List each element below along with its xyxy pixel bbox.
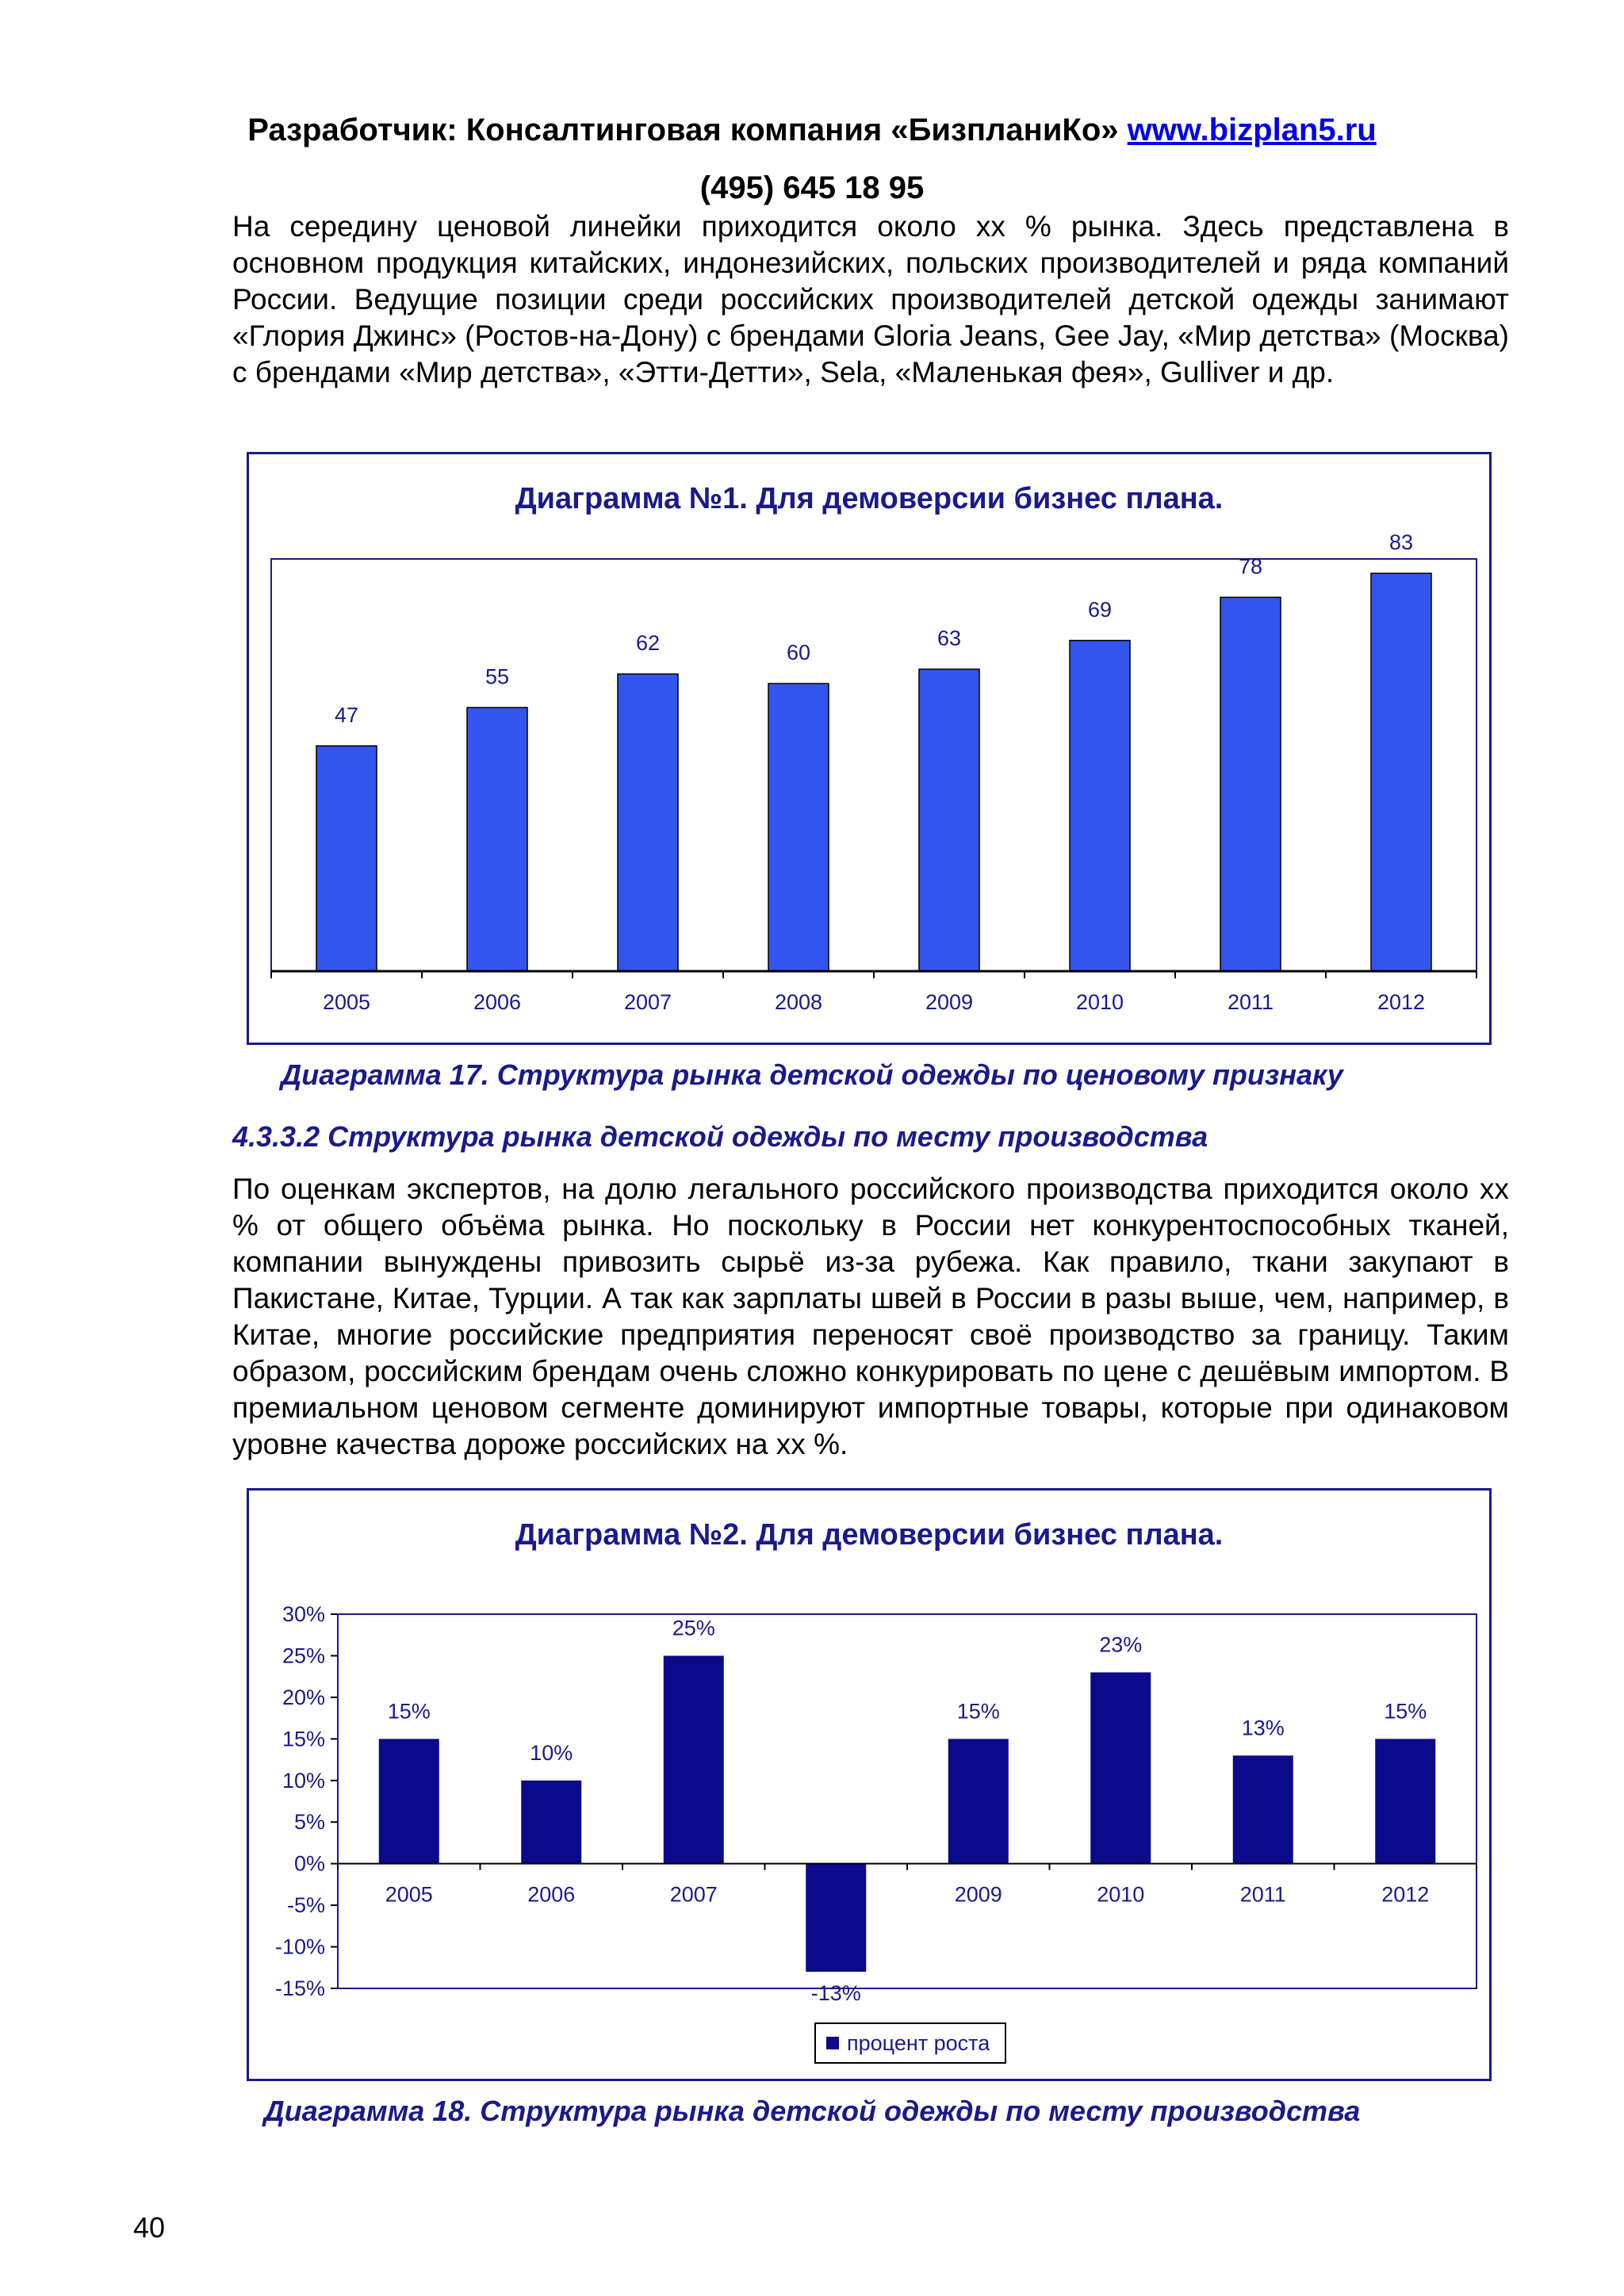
legend-label: процент роста bbox=[847, 2031, 990, 2055]
data-label-2011: 13% bbox=[1241, 1716, 1285, 1740]
bar-2007 bbox=[664, 1655, 724, 1863]
caption-diagram-18: Диаграмма 18. Структура рынка детской одежды по месту производства bbox=[263, 2095, 1361, 2127]
developer-text: Разработчик: Консалтинговая компания «БизпланиКо» bbox=[247, 113, 1128, 147]
chart-1-frame bbox=[247, 452, 1492, 1045]
x-tick-label-2008: 2008 bbox=[774, 990, 823, 1014]
y-tick-label: -10% bbox=[274, 1934, 325, 1959]
data-label-2007: 62 bbox=[635, 631, 661, 656]
x-tick-label-2011: 2011 bbox=[1227, 990, 1274, 1014]
y-tick-label: 5% bbox=[293, 1810, 325, 1835]
bar-2005 bbox=[316, 746, 377, 971]
chart-1-title: Диаграмма №1. Для демоверсии бизнес плана. bbox=[515, 482, 1224, 515]
data-label-2010: 23% bbox=[1099, 1632, 1143, 1657]
bar-2006 bbox=[521, 1781, 581, 1864]
chart-2-title: Диаграмма №2. Для демоверсии бизнес плана. bbox=[515, 1518, 1224, 1552]
data-label-2008: 60 bbox=[786, 641, 811, 665]
x-tick-label-2009: 2009 bbox=[954, 1882, 1002, 1907]
y-tick-label: 25% bbox=[282, 1644, 325, 1668]
bar-2006 bbox=[467, 707, 527, 971]
x-tick-label-2012: 2012 bbox=[1377, 990, 1426, 1014]
x-tick-label-2006: 2006 bbox=[527, 1882, 576, 1907]
data-label-2006: 55 bbox=[485, 664, 510, 689]
y-tick-label: 0% bbox=[293, 1851, 325, 1876]
chart-2-frame bbox=[247, 1488, 1492, 2081]
legend-swatch bbox=[826, 2037, 839, 2049]
chart-2-plot-area bbox=[338, 1614, 1477, 1988]
x-tick-label-2010: 2010 bbox=[1075, 990, 1124, 1014]
data-label-2008: -13% bbox=[810, 1981, 861, 2006]
data-label-2009: 15% bbox=[956, 1699, 1000, 1724]
x-tick-label-2011: 2011 bbox=[1239, 1882, 1286, 1907]
x-tick-label-2007: 2007 bbox=[669, 1882, 718, 1907]
y-tick-label: 20% bbox=[282, 1685, 325, 1709]
page-number: 40 bbox=[133, 2211, 166, 2244]
bar-2008 bbox=[806, 1864, 866, 1972]
bar-2008 bbox=[768, 683, 829, 971]
chart-1 bbox=[249, 454, 1489, 1043]
bar-2009 bbox=[948, 1739, 1009, 1863]
x-tick-label-2010: 2010 bbox=[1097, 1882, 1145, 1907]
bar-2012 bbox=[1371, 573, 1431, 971]
chart-2 bbox=[249, 1490, 1489, 2079]
y-tick-label: -5% bbox=[286, 1893, 325, 1918]
subsection-title: 4.3.3.2 Структура рынка детской одежды по месту производства bbox=[232, 1120, 1208, 1153]
data-label-2007: 25% bbox=[672, 1616, 715, 1640]
x-tick-label-2012: 2012 bbox=[1381, 1882, 1430, 1907]
y-tick-label: 10% bbox=[282, 1768, 325, 1793]
x-tick-label-2009: 2009 bbox=[925, 990, 974, 1014]
paragraph-production-place: По оценкам экспертов, на долю легального российского производства приходится около хх % от общего объёма рынка. Но поскольку в России нет конкурентоспособных тканей, компании вынуждены привозить сырьё из-за рубежа. Как правило, ткани закупают в Пакистане, Китае, Турции. А так как зарплаты швей в России в разы выше, чем, например, в Китае, многие российские предприятия переносят своё производство за границу. Таким образом, российским брендам очень сложно конкурировать по цене с дешёвым импортом. В премиальном ценовом сегменте доминируют импортные товары, которые при одинаковом уровне качества дороже российских на хх %. bbox=[232, 1173, 1509, 1460]
bar-2011 bbox=[1233, 1755, 1293, 1863]
data-label-2009: 63 bbox=[936, 626, 962, 651]
x-tick-label-2005: 2005 bbox=[385, 1882, 433, 1907]
bar-2010 bbox=[1090, 1672, 1151, 1863]
document-header bbox=[0, 111, 1624, 149]
y-tick-label: -15% bbox=[274, 1976, 325, 2000]
data-label-2012: 15% bbox=[1384, 1699, 1427, 1724]
data-label-2010: 69 bbox=[1087, 597, 1113, 622]
bar-2005 bbox=[379, 1739, 439, 1863]
x-tick-label-2006: 2006 bbox=[473, 990, 522, 1014]
bar-2012 bbox=[1375, 1739, 1435, 1863]
bar-2009 bbox=[919, 669, 979, 971]
bar-2011 bbox=[1220, 597, 1281, 971]
paragraph-middle-segment: На середину ценовой линейки приходится около хх % рынка. Здесь представлена в основном продукция китайских, индонезийских, польских производителей и ряда компаний России. Ведущие позиции среди российских производителей детской одежды занимают «Глория Джинс» (Ростов-на-Дону) с брендами Gloria Jeans, Gee Jay, «Мир детства» (Москва) с брендами «Мир детства», «Этти-Детти», Sela, «Маленькая фея», Gulliver и др. bbox=[232, 210, 1509, 388]
x-tick-label-2007: 2007 bbox=[623, 990, 672, 1014]
data-label-2005: 47 bbox=[334, 702, 359, 727]
x-tick-label-2005: 2005 bbox=[322, 990, 371, 1014]
data-label-2012: 83 bbox=[1388, 530, 1414, 555]
chart-1-plot-area bbox=[271, 559, 1477, 971]
website-link[interactable]: www.bizplan5.ru bbox=[1127, 113, 1377, 147]
bar-2010 bbox=[1070, 641, 1130, 971]
caption-diagram-17: Диаграмма 17. Структура рынка детской одежды по ценовому признаку bbox=[281, 1058, 1343, 1091]
data-label-2011: 78 bbox=[1238, 554, 1263, 579]
data-label-2005: 15% bbox=[387, 1699, 431, 1724]
phone-number: (495) 645 18 95 bbox=[699, 170, 925, 205]
y-tick-label: 15% bbox=[282, 1727, 325, 1751]
data-label-2006: 10% bbox=[530, 1740, 573, 1765]
y-tick-label: 30% bbox=[282, 1602, 325, 1626]
bar-2007 bbox=[618, 674, 678, 971]
